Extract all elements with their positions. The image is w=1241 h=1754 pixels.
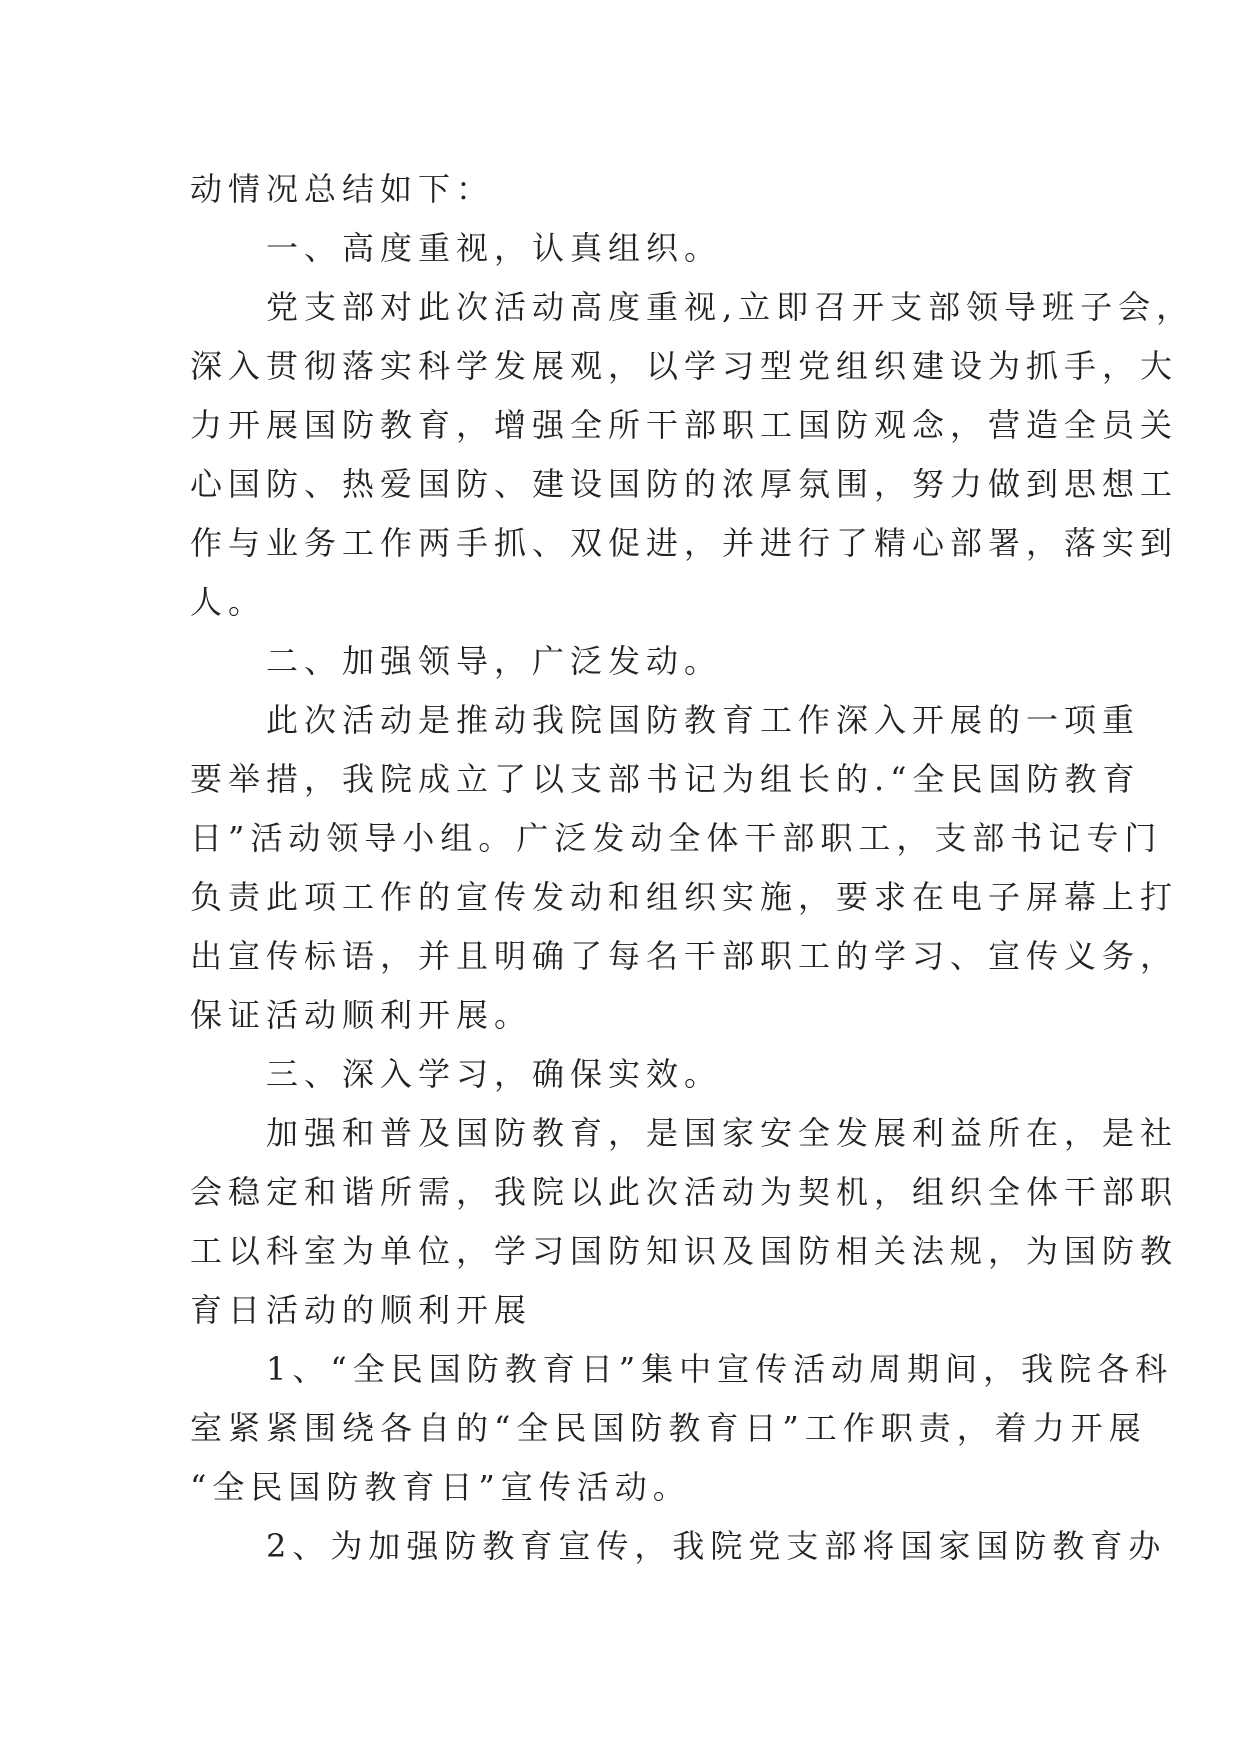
text-line: 会稳定和谐所需，我院以此次活动为契机，组织全体干部职 xyxy=(190,1173,1179,1211)
section-heading: 一、高度重视，认真组织。 xyxy=(190,229,723,267)
text-line: 力开展国防教育，增强全所干部职工国防观念，营造全员关 xyxy=(190,406,1179,444)
text-line: 深入贯彻落实科学发展观，以学习型党组织建设为抓手，大 xyxy=(190,347,1179,385)
text-line: 作与业务工作两手抓、双促进，并进行了精心部署，落实到 xyxy=(190,524,1179,562)
text-line: 人。 xyxy=(190,583,267,621)
list-item: 2、为加强防教育宣传，我院党支部将国家国防教育办 xyxy=(190,1527,1167,1565)
text-line: 心国防、热爱国防、建设国防的浓厚氛围，努力做到思想工 xyxy=(190,465,1179,503)
text-line: 要举措，我院成立了以支部书记为组长的.“全民国防教育 xyxy=(190,760,1141,798)
text-line: 此次活动是推动我院国防教育工作深入开展的一项重 xyxy=(190,701,1141,739)
text-line: 保证活动顺利开展。 xyxy=(190,996,533,1034)
text-line: 出宣传标语，并且明确了每名干部职工的学习、宣传义务， xyxy=(190,937,1179,975)
text-line: 动情况总结如下： xyxy=(190,170,495,208)
document-body xyxy=(190,160,1195,1576)
text-line: 室紧紧围绕各自的“全民国防教育日”工作职责，着力开展 xyxy=(190,1409,1147,1447)
section-heading: 二、加强领导，广泛发动。 xyxy=(190,642,723,680)
text-line: 日”活动领导小组。广泛发动全体干部职工，支部书记专门 xyxy=(190,819,1163,857)
list-item: 1、“全民国防教育日”集中宣传活动周期间，我院各科 xyxy=(190,1350,1174,1388)
text-line: 育日活动的顺利开展 xyxy=(190,1291,533,1329)
section-heading: 三、深入学习，确保实效。 xyxy=(190,1055,723,1093)
text-line: “全民国防教育日”宣传活动。 xyxy=(190,1468,691,1506)
text-line: 加强和普及国防教育，是国家安全发展利益所在，是社 xyxy=(190,1114,1179,1152)
text-line: 党支部对此次活动高度重视,立即召开支部领导班子会， xyxy=(190,288,1195,326)
text-line: 负责此项工作的宣传发动和组织实施，要求在电子屏幕上打 xyxy=(190,878,1179,916)
text-line: 工以科室为单位，学习国防知识及国防相关法规，为国防教 xyxy=(190,1232,1179,1270)
